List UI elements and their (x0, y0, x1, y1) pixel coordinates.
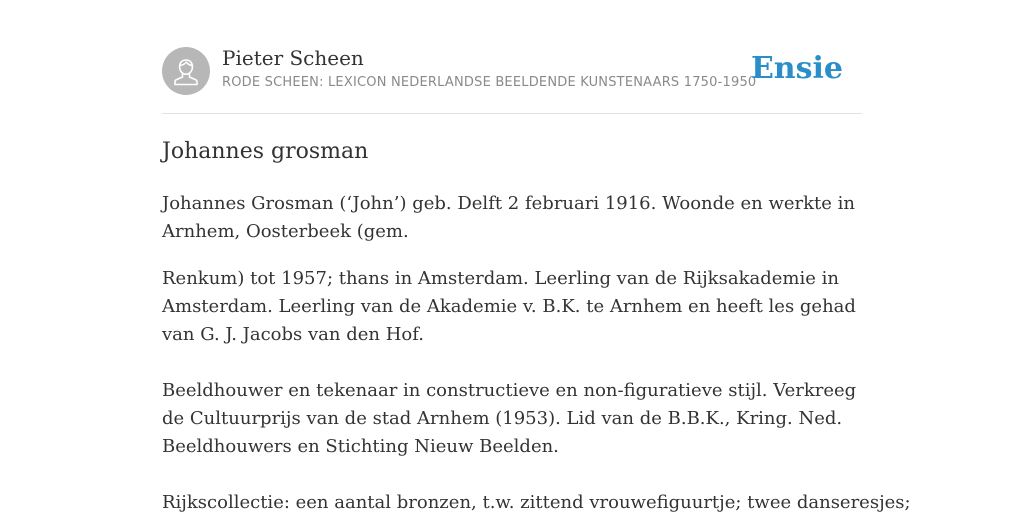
user-silhouette-icon (162, 47, 210, 95)
source-label[interactable]: RODE SCHEEN: LEXICON NEDERLANDSE BEELDENDE KUNSTENAARS 1750-1950 (222, 75, 757, 90)
avatar[interactable] (162, 47, 210, 95)
article-paragraph-1: Johannes Grosman (‘John’) geb. Delft 2 februari 1916. Woonde en werkte in Arnhem, Oosterbeek (gem. (162, 193, 856, 242)
brand-logo[interactable]: Ensie (750, 51, 843, 86)
article-paragraph-4: Rijkscollectie: een aantal bronzen, t.w. zittend vrouwefiguurtje; twee danseresjes; (162, 492, 911, 512)
article-paragraph-3: Beeldhouwer en tekenaar in constructieve en non-figuratieve stijl. Verkreeg de Cultuurprijs van de stad Arnhem (1953). Lid van de B.B.K., Kring. Ned. Beeldhouwers en Stichting Nieuw Beelden. (162, 380, 857, 457)
article-paragraph-2: Renkum) tot 1957; thans in Amsterdam. Leerling van de Rijksakademie in Amsterdam. Leerling van de Akademie v. B.K. te Arnhem en heeft les gehad van G. J. Jacobs van den Hof. (162, 268, 856, 345)
content-container (162, 0, 911, 512)
page-title: Johannes grosman (162, 139, 369, 164)
author-name[interactable]: Pieter Scheen (222, 46, 364, 70)
header (162, 0, 862, 114)
